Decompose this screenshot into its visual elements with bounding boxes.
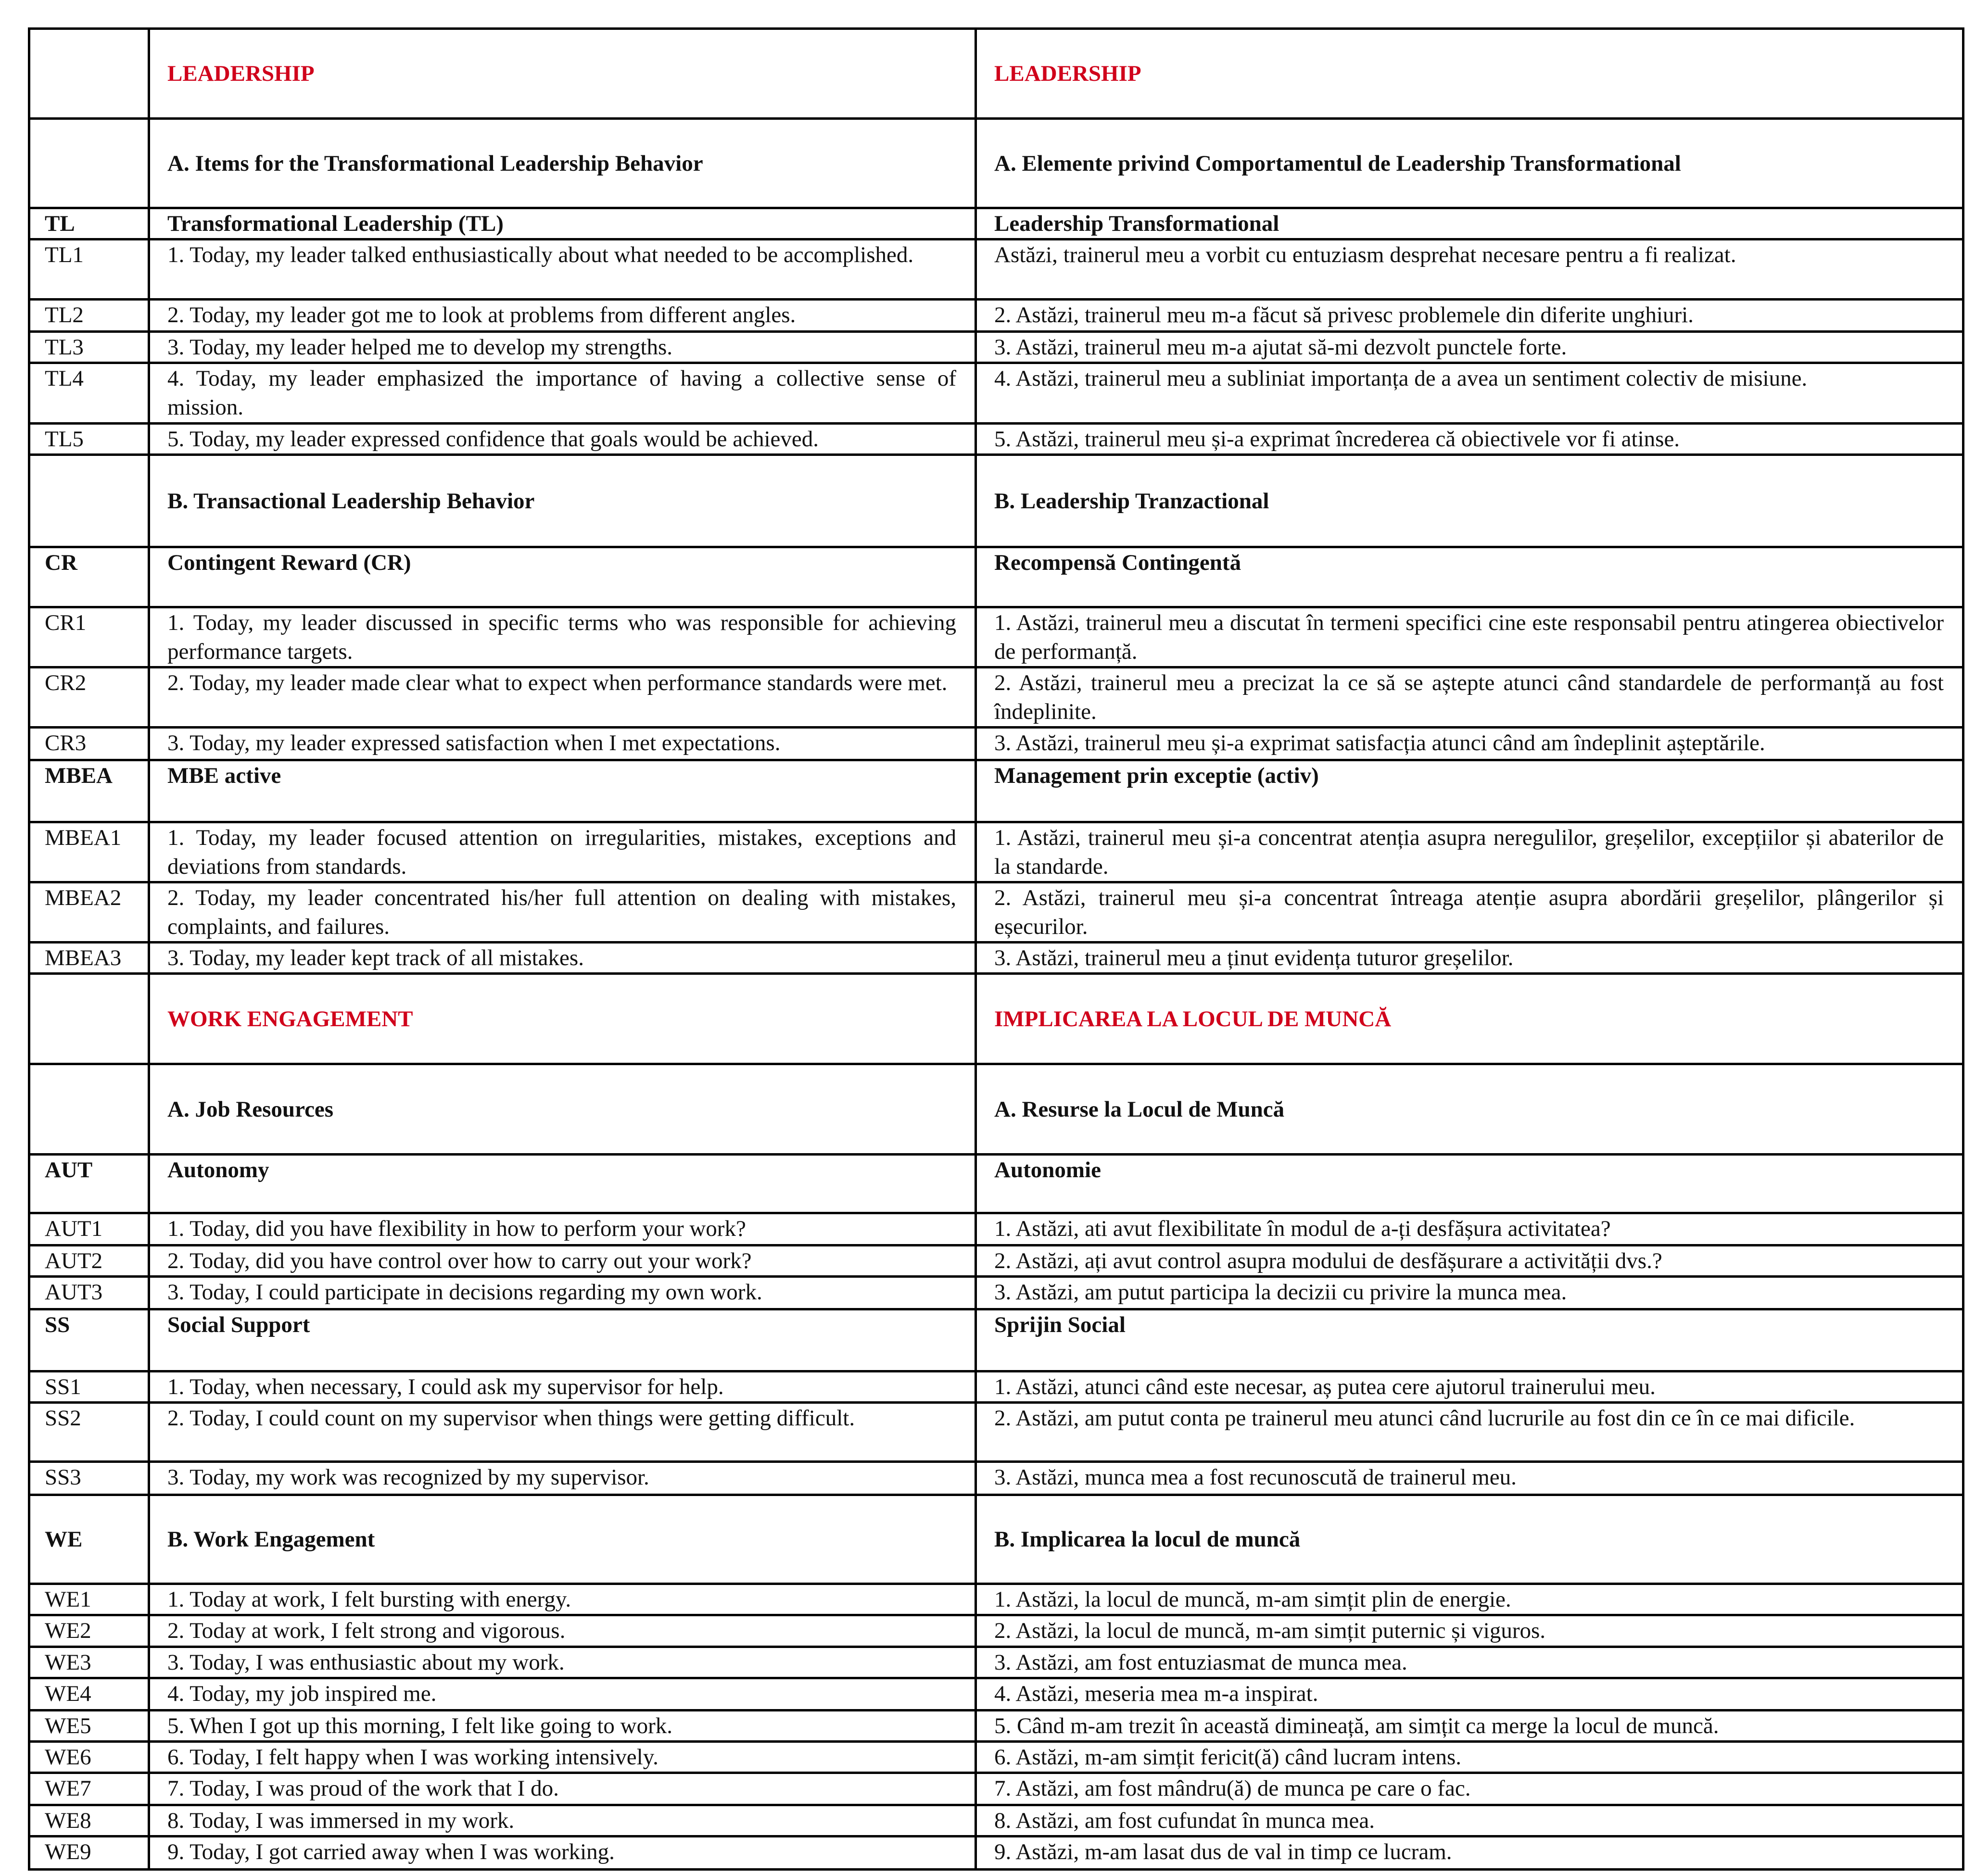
item-row: [29, 1277, 1963, 1309]
item-row: [29, 1678, 1963, 1710]
item-code: WE5: [29, 1710, 149, 1742]
romanian-item: 1. Astăzi, ati avut flexibilitate în modul de a-ți desfășura activitatea?: [976, 1213, 1963, 1245]
item-row: [29, 882, 1963, 943]
english-item: 3. Today, my leader helped me to develop my strengths.: [149, 332, 976, 363]
section-row: [29, 974, 1963, 1064]
item-code: WE8: [29, 1805, 149, 1836]
item-row: [29, 1710, 1963, 1742]
item-row: [29, 239, 1963, 300]
subsection-title-en: B. Work Engagement: [149, 1495, 976, 1584]
english-item: 5. When I got up this morning, I felt like going to work.: [149, 1710, 976, 1742]
subsection-row: [29, 1064, 1963, 1155]
scale-row: [29, 1155, 1963, 1213]
item-row: [29, 728, 1963, 760]
english-item: 1. Today at work, I felt bursting with energy.: [149, 1584, 976, 1615]
english-item: 3. Today, my leader kept track of all mistakes.: [149, 943, 976, 974]
subsection-title-ro: B. Leadership Tranzactional: [976, 455, 1963, 547]
romanian-item: 2. Astăzi, trainerul meu m-a făcut să privesc problemele din diferite unghiuri.: [976, 300, 1963, 332]
romanian-item: 3. Astăzi, trainerul meu m-a ajutat să-mi dezvolt punctele forte.: [976, 332, 1963, 363]
romanian-item: 3. Astăzi, trainerul meu și-a exprimat satisfacția atunci când am îndeplinit așteptările.: [976, 728, 1963, 760]
section-title-ro: LEADERSHIP: [976, 29, 1963, 119]
item-code: TL2: [29, 300, 149, 332]
item-code: [29, 455, 149, 547]
item-code: SS1: [29, 1371, 149, 1403]
item-row: [29, 1213, 1963, 1245]
english-item: 7. Today, I was proud of the work that I do.: [149, 1773, 976, 1805]
item-code: CR2: [29, 667, 149, 728]
item-code: CR: [29, 547, 149, 607]
scale-row: [29, 1309, 1963, 1371]
item-code: CR1: [29, 607, 149, 667]
english-item: 2. Today, did you have control over how to carry out your work?: [149, 1245, 976, 1277]
item-row: [29, 363, 1963, 424]
section-row: [29, 29, 1963, 119]
scale-title-en: Contingent Reward (CR): [149, 547, 976, 607]
scale-title-en: Transformational Leadership (TL): [149, 208, 976, 239]
item-row: [29, 1245, 1963, 1277]
item-row: [29, 1584, 1963, 1615]
romanian-item: 3. Astăzi, munca mea a fost recunoscută de trainerul meu.: [976, 1462, 1963, 1495]
item-code: TL5: [29, 424, 149, 455]
scale-title-ro: Recompensă Contingentă: [976, 547, 1963, 607]
subsection-title-ro: A. Elemente privind Comportamentul de Leadership Transformational: [976, 119, 1963, 208]
romanian-item: 4. Astăzi, meseria mea m-a inspirat.: [976, 1678, 1963, 1710]
section-title-ro: IMPLICAREA LA LOCUL DE MUNCĂ: [976, 974, 1963, 1064]
item-code: [29, 119, 149, 208]
item-code: WE1: [29, 1584, 149, 1615]
questionnaire-table: [28, 27, 1964, 1871]
subsection-row: [29, 1495, 1963, 1584]
english-item: 6. Today, I felt happy when I was working intensively.: [149, 1742, 976, 1773]
questionnaire-table-body: [29, 29, 1963, 1870]
english-item: 3. Today, my work was recognized by my supervisor.: [149, 1462, 976, 1495]
english-item: 1. Today, when necessary, I could ask my supervisor for help.: [149, 1371, 976, 1403]
scale-row: [29, 547, 1963, 607]
romanian-item: 2. Astăzi, la locul de muncă, m-am simțit puternic și viguros.: [976, 1615, 1963, 1647]
english-item: 2. Today at work, I felt strong and vigorous.: [149, 1615, 976, 1647]
romanian-item: 7. Astăzi, am fost mândru(ă) de munca pe care o fac.: [976, 1773, 1963, 1805]
romanian-item: 6. Astăzi, m-am simțit fericit(ă) când lucram intens.: [976, 1742, 1963, 1773]
item-code: [29, 29, 149, 119]
romanian-item: 1. Astăzi, la locul de muncă, m-am simțit plin de energie.: [976, 1584, 1963, 1615]
item-code: WE7: [29, 1773, 149, 1805]
scale-row: [29, 760, 1963, 822]
item-code: WE6: [29, 1742, 149, 1773]
item-row: [29, 607, 1963, 667]
romanian-item: 4. Astăzi, trainerul meu a subliniat importanța de a avea un sentiment colectiv de misiune.: [976, 363, 1963, 424]
romanian-item: 1. Astăzi, trainerul meu a discutat în termeni specifici cine este responsabil pentru atingerea obiectivelor de performanță.: [976, 607, 1963, 667]
item-code: AUT: [29, 1155, 149, 1213]
english-item: 1. Today, my leader talked enthusiastically about what needed to be accomplished.: [149, 239, 976, 300]
english-item: 2. Today, my leader made clear what to expect when performance standards were met.: [149, 667, 976, 728]
english-item: 4. Today, my job inspired me.: [149, 1678, 976, 1710]
scale-title-en: MBE active: [149, 760, 976, 822]
item-row: [29, 332, 1963, 363]
item-code: WE3: [29, 1647, 149, 1678]
item-code: MBEA: [29, 760, 149, 822]
item-code: WE2: [29, 1615, 149, 1647]
romanian-item: 3. Astăzi, trainerul meu a ținut evidența tuturor greșelilor.: [976, 943, 1963, 974]
item-row: [29, 424, 1963, 455]
english-item: 3. Today, my leader expressed satisfaction when I met expectations.: [149, 728, 976, 760]
romanian-item: 2. Astăzi, trainerul meu și-a concentrat întreaga atenție asupra abordării greșelilor, plângerilor și eșecurilor.: [976, 882, 1963, 943]
romanian-item: 5. Astăzi, trainerul meu și-a exprimat încrederea că obiectivele vor fi atinse.: [976, 424, 1963, 455]
scale-title-en: Autonomy: [149, 1155, 976, 1213]
english-item: 5. Today, my leader expressed confidence that goals would be achieved.: [149, 424, 976, 455]
scale-title-ro: Leadership Transformational: [976, 208, 1963, 239]
subsection-title-en: B. Transactional Leadership Behavior: [149, 455, 976, 547]
item-code: TL3: [29, 332, 149, 363]
item-row: [29, 1615, 1963, 1647]
english-item: 4. Today, my leader emphasized the importance of having a collective sense of mission.: [149, 363, 976, 424]
subsection-title-en: A. Items for the Transformational Leadership Behavior: [149, 119, 976, 208]
english-item: 1. Today, did you have flexibility in how to perform your work?: [149, 1213, 976, 1245]
romanian-item: 3. Astăzi, am putut participa la decizii cu privire la munca mea.: [976, 1277, 1963, 1309]
english-item: 2. Today, my leader concentrated his/her full attention on dealing with mistakes, complaints, and failures.: [149, 882, 976, 943]
item-code: WE: [29, 1495, 149, 1584]
item-code: SS3: [29, 1462, 149, 1495]
item-row: [29, 1742, 1963, 1773]
romanian-item: 2. Astăzi, ați avut control asupra modului de desfășurare a activității dvs.?: [976, 1245, 1963, 1277]
subsection-title-ro: A. Resurse la Locul de Muncă: [976, 1064, 1963, 1155]
romanian-item: 3. Astăzi, am fost entuziasmat de munca mea.: [976, 1647, 1963, 1678]
scale-title-ro: Sprijin Social: [976, 1309, 1963, 1371]
item-code: AUT2: [29, 1245, 149, 1277]
subsection-row: [29, 119, 1963, 208]
english-item: 3. Today, I was enthusiastic about my work.: [149, 1647, 976, 1678]
item-row: [29, 1836, 1963, 1870]
item-row: [29, 943, 1963, 974]
romanian-item: 1. Astăzi, atunci când este necesar, aș putea cere ajutorul trainerului meu.: [976, 1371, 1963, 1403]
item-row: [29, 1403, 1963, 1462]
scale-row: [29, 208, 1963, 239]
romanian-item: 2. Astăzi, trainerul meu a precizat la ce să se aștepte atunci când standardele de performanță au fost îndeplinite.: [976, 667, 1963, 728]
item-row: [29, 1805, 1963, 1836]
section-title-en: LEADERSHIP: [149, 29, 976, 119]
item-code: MBEA2: [29, 882, 149, 943]
english-item: 8. Today, I was immersed in my work.: [149, 1805, 976, 1836]
english-item: 1. Today, my leader discussed in specific terms who was responsible for achieving performance targets.: [149, 607, 976, 667]
item-row: [29, 1462, 1963, 1495]
romanian-item: 9. Astăzi, m-am lasat dus de val in timp ce lucram.: [976, 1836, 1963, 1870]
item-code: WE4: [29, 1678, 149, 1710]
item-row: [29, 822, 1963, 882]
item-row: [29, 1647, 1963, 1678]
section-title-en: WORK ENGAGEMENT: [149, 974, 976, 1064]
item-code: AUT1: [29, 1213, 149, 1245]
subsection-row: [29, 455, 1963, 547]
english-item: 3. Today, I could participate in decisions regarding my own work.: [149, 1277, 976, 1309]
item-code: CR3: [29, 728, 149, 760]
english-item: 9. Today, I got carried away when I was working.: [149, 1836, 976, 1870]
romanian-item: Astăzi, trainerul meu a vorbit cu entuziasm desprehat necesare pentru a fi realizat.: [976, 239, 1963, 300]
romanian-item: 2. Astăzi, am putut conta pe trainerul meu atunci când lucrurile au fost din ce în ce mai dificile.: [976, 1403, 1963, 1462]
romanian-item: 5. Când m-am trezit în această dimineață, am simțit ca merge la locul de muncă.: [976, 1710, 1963, 1742]
item-row: [29, 1371, 1963, 1403]
item-code: TL1: [29, 239, 149, 300]
scale-title-en: Social Support: [149, 1309, 976, 1371]
item-code: SS2: [29, 1403, 149, 1462]
item-code: AUT3: [29, 1277, 149, 1309]
english-item: 2. Today, I could count on my supervisor when things were getting difficult.: [149, 1403, 976, 1462]
scale-title-ro: Autonomie: [976, 1155, 1963, 1213]
item-row: [29, 667, 1963, 728]
item-row: [29, 300, 1963, 332]
item-code: TL4: [29, 363, 149, 424]
item-code: SS: [29, 1309, 149, 1371]
item-row: [29, 1773, 1963, 1805]
item-code: [29, 974, 149, 1064]
scale-title-ro: Management prin exceptie (activ): [976, 760, 1963, 822]
english-item: 1. Today, my leader focused attention on irregularities, mistakes, exceptions and deviations from standards.: [149, 822, 976, 882]
item-code: [29, 1064, 149, 1155]
romanian-item: 1. Astăzi, trainerul meu și-a concentrat atenția asupra neregulilor, greșelilor, excepțiilor și abaterilor de la standarde.: [976, 822, 1963, 882]
subsection-title-en: A. Job Resources: [149, 1064, 976, 1155]
item-code: TL: [29, 208, 149, 239]
item-code: MBEA1: [29, 822, 149, 882]
item-code: MBEA3: [29, 943, 149, 974]
item-code: WE9: [29, 1836, 149, 1870]
romanian-item: 8. Astăzi, am fost cufundat în munca mea.: [976, 1805, 1963, 1836]
english-item: 2. Today, my leader got me to look at problems from different angles.: [149, 300, 976, 332]
subsection-title-ro: B. Implicarea la locul de muncă: [976, 1495, 1963, 1584]
